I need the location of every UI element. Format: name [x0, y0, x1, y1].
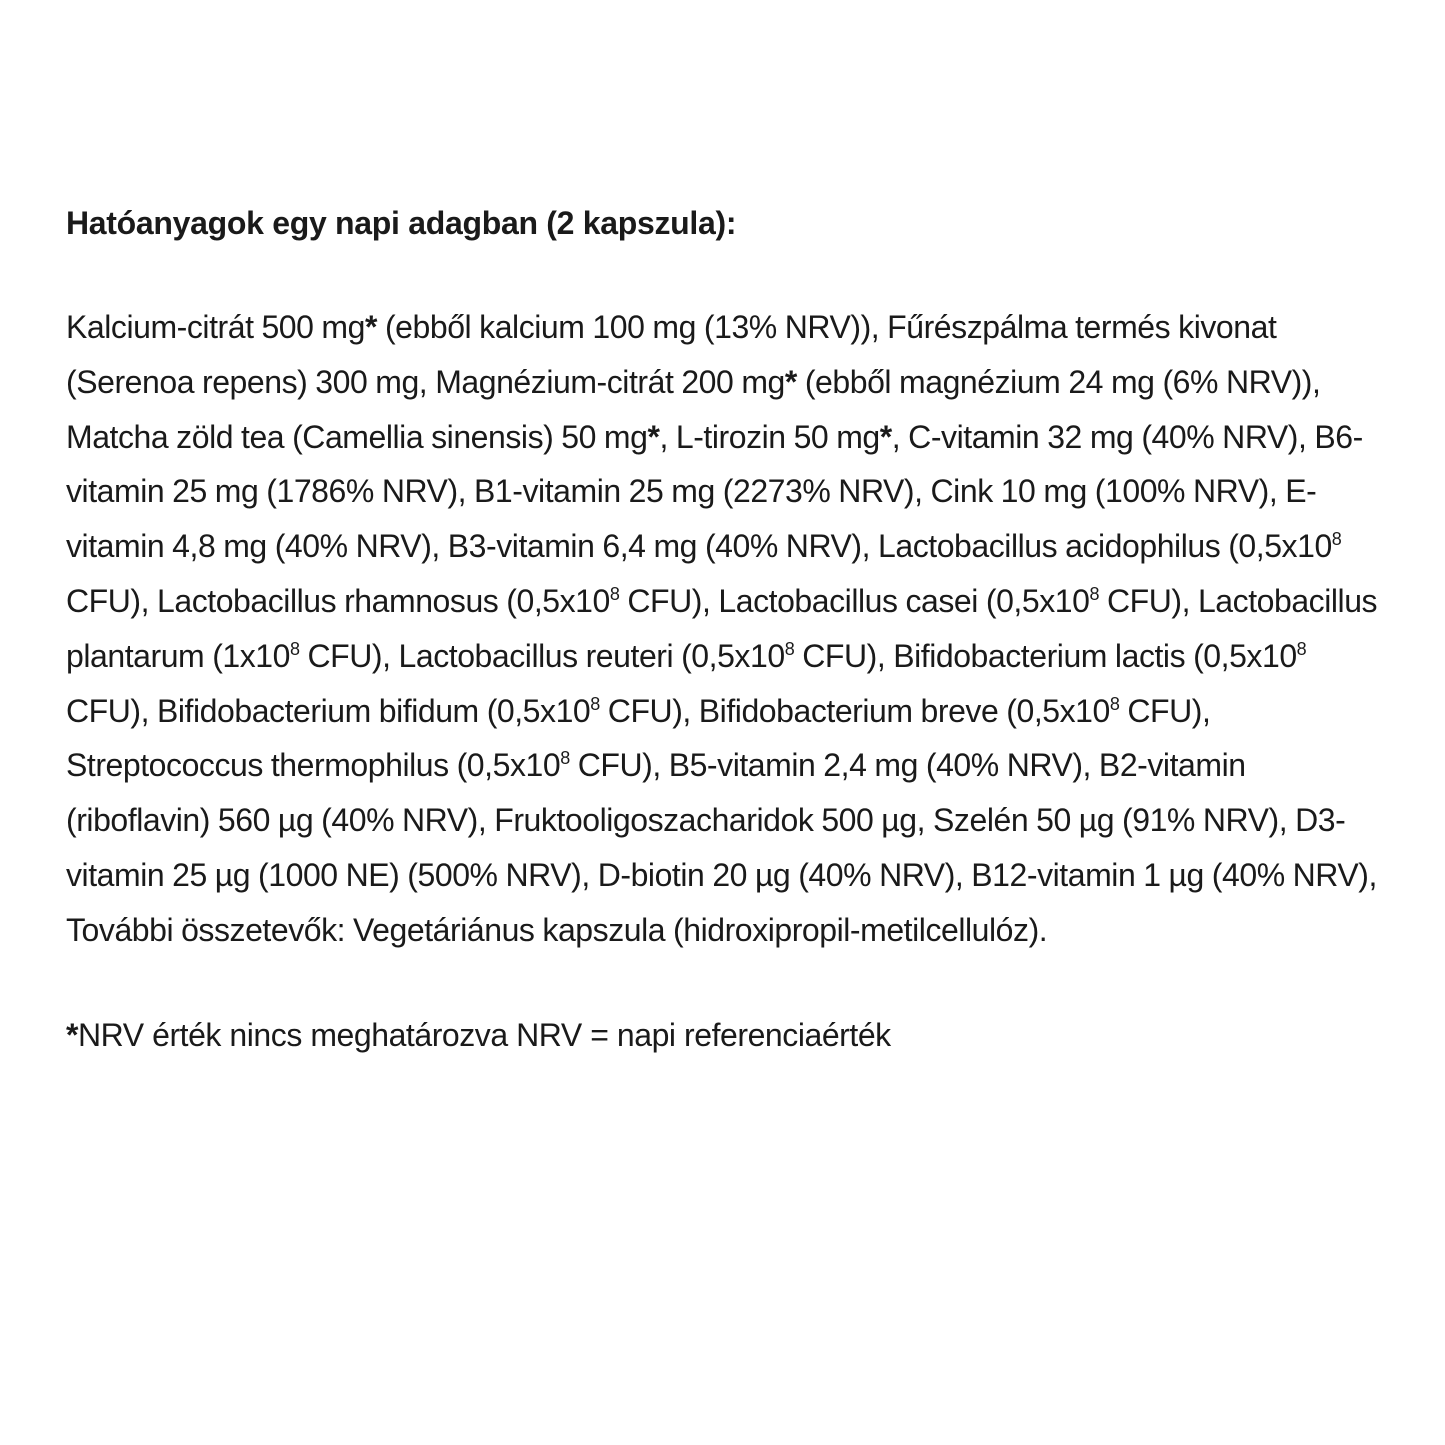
footnote	[66, 1008, 1386, 1062]
exponent-mark: 8	[1109, 693, 1120, 714]
ingredients-part: CFU), Bifidobacterium breve (0,5x10	[599, 692, 1110, 729]
ingredients-part: CFU), Lactobacillus plantarum (1x10	[66, 582, 1378, 674]
ingredients-part: CFU), Bifidobacterium bifidum (0,5x10	[66, 692, 591, 729]
asterisk-mark: *	[66, 1016, 79, 1053]
exponent-mark: 8	[290, 638, 300, 659]
ingredients-text	[66, 300, 1386, 958]
ingredients-part: (ebből magnézium 24 mg (6% NRV)), Matcha zöld tea (Camellia sinensis) 50 mg	[66, 363, 1321, 455]
exponent-mark: 8	[1089, 583, 1100, 604]
footnote-text: NRV érték nincs meghatározva NRV = napi referenciaérték	[78, 1016, 891, 1053]
exponent-mark: 8	[784, 638, 795, 659]
heading: Hatóanyagok egy napi adagban (2 kapszula):	[66, 205, 737, 241]
ingredients-part: , C-vitamin 32 mg (40% NRV), B6-vitamin 25 mg (1786% NRV), B1-vitamin 25 mg (2273% NRV), Cink 10 mg (100% NRV), E-vitamin 4,8 mg (40% NRV), B3-vitamin 6,4 mg (40% NRV), Lactobacillus acidophilus (0,5x10	[66, 418, 1363, 565]
ingredients-part: CFU), Lactobacillus rhamnosus (0,5x10	[66, 582, 610, 619]
exponent-mark: 8	[560, 748, 570, 769]
ingredients-part: CFU), Bifidobacterium lactis (0,5x10	[794, 637, 1297, 674]
exponent-mark: 8	[590, 693, 600, 714]
asterisk-mark: *	[365, 309, 378, 345]
ingredients-part: CFU), Lactobacillus casei (0,5x10	[619, 582, 1090, 619]
asterisk-mark: *	[647, 418, 660, 455]
exponent-mark: 8	[609, 583, 620, 604]
asterisk-mark: *	[784, 363, 797, 400]
ingredients-part: CFU), Lactobacillus reuteri (0,5x10	[299, 637, 785, 674]
ingredients-part: Kalcium-citrát 500 mg	[66, 309, 365, 345]
ingredients-part: CFU), Streptococcus thermophilus (0,5x10	[66, 692, 1211, 784]
ingredients-part: CFU), B5-vitamin 2,4 mg (40% NRV), B2-vitamin (riboflavin) 560 µg (40% NRV), Fruktooligoszacharidok 500 µg, Szelén 50 µg (91% NRV), D3-vitamin 25 µg (1000 NE) (500% NRV), D-biotin 20 µg (40% NRV), B12-vitamin 1 µg (40% NRV), További összetevők: Vegetáriánus kapszula (hidroxipropil-metilcellulóz).	[66, 747, 1377, 948]
exponent-mark: 8	[1296, 638, 1307, 659]
exponent-mark: 8	[1331, 529, 1342, 550]
asterisk-mark: *	[879, 418, 892, 455]
ingredient-label	[66, 196, 1386, 1062]
ingredients-part: , L-tirozin 50 mg	[659, 418, 880, 455]
ingredients-part: (ebből kalcium 100 mg (13% NRV)), Fűrészpálma termés kivonat (Serenoa repens) 300 mg, Magnézium-citrát 200 mg	[66, 309, 1277, 400]
